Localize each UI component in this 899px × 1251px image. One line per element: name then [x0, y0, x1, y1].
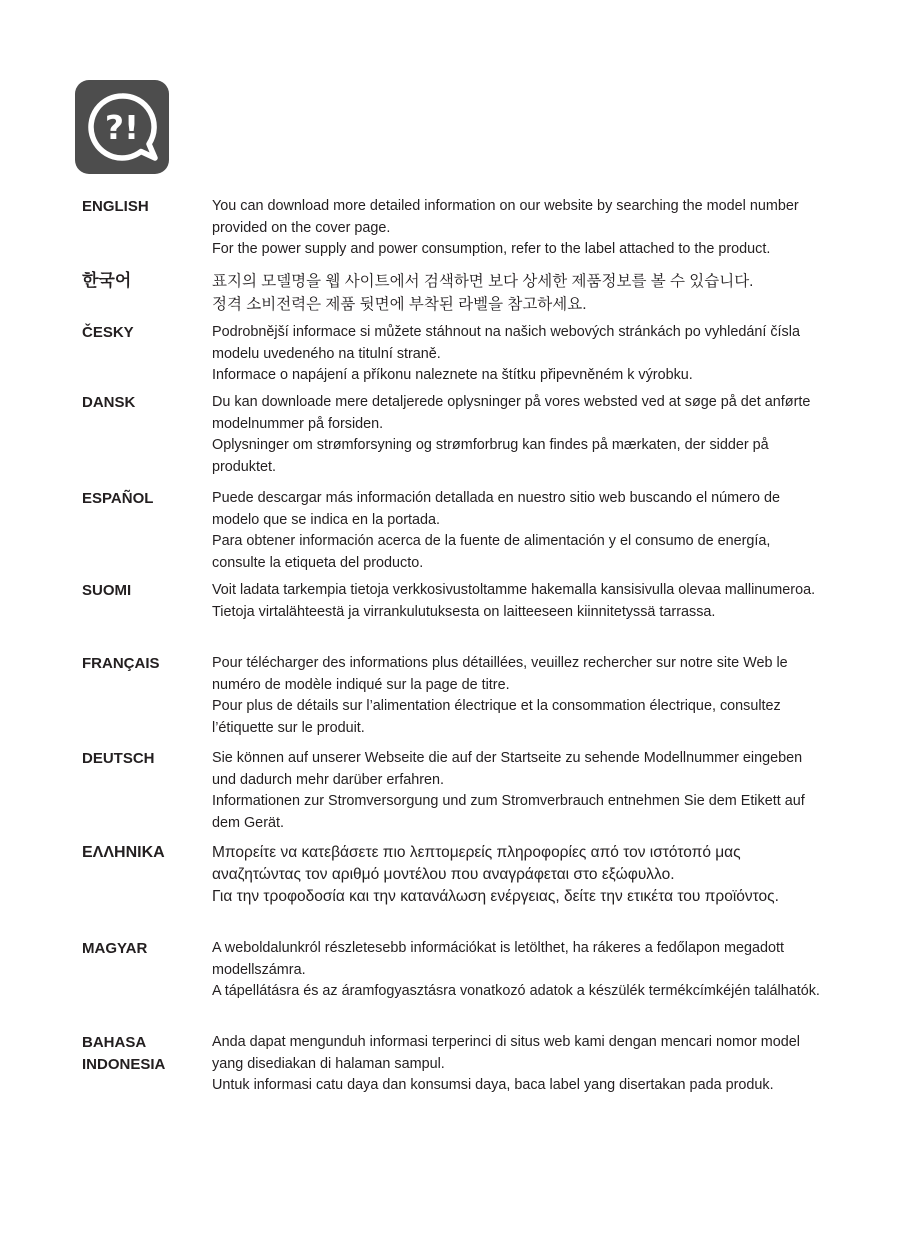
language-text [212, 748, 822, 834]
language-name: 한국어 [82, 271, 132, 290]
language-name: ČESKY [82, 324, 134, 341]
language-name: ENGLISH [82, 198, 149, 215]
language-text [212, 322, 822, 387]
text-line: Μπορείτε να κατεβάσετε πιο λεπτομερείς πληροφορίες από τον ιστότοπό μας αναζητώντας τον αριθμό μοντέλου που αναγράφεται στο εξώφυλλο. [212, 844, 741, 883]
text-line: A tápellátásra és az áramfogyasztásra vonatkozó adatok a készülék termékcímkéjén találhatók. [212, 983, 820, 1000]
language-text [212, 842, 822, 908]
text-line: Oplysninger om strømforsyning og strømforbrug kan findes på mærkaten, der sidder på produktet. [212, 437, 769, 475]
language-text [212, 488, 822, 574]
language-text [212, 392, 822, 478]
language-section-indonesian [82, 1032, 822, 1102]
language-name: BAHASA INDONESIA [82, 1034, 166, 1073]
language-section-greek [82, 842, 822, 938]
text-line: Du kan downloade mere detaljerede oplysninger på vores websted ved at søge på det anførte modelnummer på forsiden. [212, 394, 811, 432]
language-section-spanish [82, 488, 822, 580]
text-line: Pour télécharger des informations plus détaillées, veuillez rechercher sur notre site Web le numéro de modèle indiqué sur la page de titre. [212, 655, 788, 693]
language-text [212, 580, 822, 623]
language-name: DEUTSCH [82, 750, 155, 767]
language-section-finnish [82, 580, 822, 653]
logo-glyph: ?! [104, 108, 140, 147]
language-text [212, 196, 822, 261]
language-name: ESPAÑOL [82, 490, 154, 507]
text-line: 정격 소비전력은 제품 뒷면에 부착된 라벨을 참고하세요. [212, 296, 587, 313]
language-section-english [82, 196, 822, 270]
text-line: Informace o napájení a příkonu naleznete na štítku připevněném k výrobku. [212, 367, 693, 384]
language-section-danish [82, 392, 822, 488]
question-exclamation-speech-bubble-icon [75, 80, 169, 174]
text-line: 표지의 모델명을 웹 사이트에서 검색하면 보다 상세한 제품정보를 볼 수 있습니다. [212, 273, 754, 290]
language-text [212, 270, 822, 316]
text-line: For the power supply and power consumption, refer to the label attached to the product. [212, 241, 771, 258]
help-logo [75, 80, 169, 174]
language-name: ΕΛΛΗΝΙΚΑ [82, 844, 165, 861]
language-text [212, 1032, 822, 1097]
language-section-french [82, 653, 822, 748]
language-text [212, 938, 822, 1003]
text-line: A weboldalunkról részletesebb információkat is letölthet, ha rákeres a fedőlapon megadott modellszámra. [212, 940, 784, 978]
language-section-hungarian [82, 938, 822, 1032]
language-section-czech [82, 322, 822, 392]
text-line: Podrobnější informace si můžete stáhnout na našich webových stránkách po vyhledání čísla modelu uvedeného na titulní straně. [212, 324, 800, 362]
text-line: Puede descargar más información detallada en nuestro sitio web buscando el número de modelo que se indica en la portada. [212, 490, 780, 528]
language-name: FRANÇAIS [82, 655, 160, 672]
text-line: Informationen zur Stromversorgung und zum Stromverbrauch entnehmen Sie dem Etikett auf dem Gerät. [212, 793, 805, 831]
text-line: Sie können auf unserer Webseite die auf der Startseite zu sehende Modellnummer eingeben und dadurch mehr darüber erfahren. [212, 750, 803, 788]
text-line: Tietoja virtalähteestä ja virrankulutuksesta on laitteeseen kiinnitetyssä tarrassa. [212, 603, 716, 620]
text-line: Pour plus de détails sur l’alimentation électrique et la consommation électrique, consultez l’étiquette sur le produit. [212, 698, 781, 736]
text-line: Voit ladata tarkempia tietoja verkkosivustoltamme hakemalla kansisivulla olevaa mallinumeroa. [212, 582, 816, 598]
language-name: MAGYAR [82, 940, 148, 957]
text-line: Para obtener información acerca de la fuente de alimentación y el consumo de energía, consulte la etiqueta del producto. [212, 533, 771, 571]
text-line: Για την τροφοδοσία και την κατανάλωση ενέργειας, δείτε την ετικέτα του προϊόντος. [212, 888, 779, 905]
text-line: Anda dapat mengunduh informasi terperinci di situs web kami dengan mencari nomor model yang disediakan di halaman sampul. [212, 1034, 800, 1072]
language-list [82, 196, 822, 1102]
language-text [212, 653, 822, 739]
text-line: You can download more detailed information on our website by searching the model number provided on the cover page. [212, 198, 799, 236]
language-section-korean [82, 270, 822, 322]
language-name: SUOMI [82, 582, 132, 599]
language-name: DANSK [82, 394, 136, 411]
language-section-german [82, 748, 822, 842]
text-line: Untuk informasi catu daya dan konsumsi daya, baca label yang disertakan pada produk. [212, 1077, 774, 1094]
